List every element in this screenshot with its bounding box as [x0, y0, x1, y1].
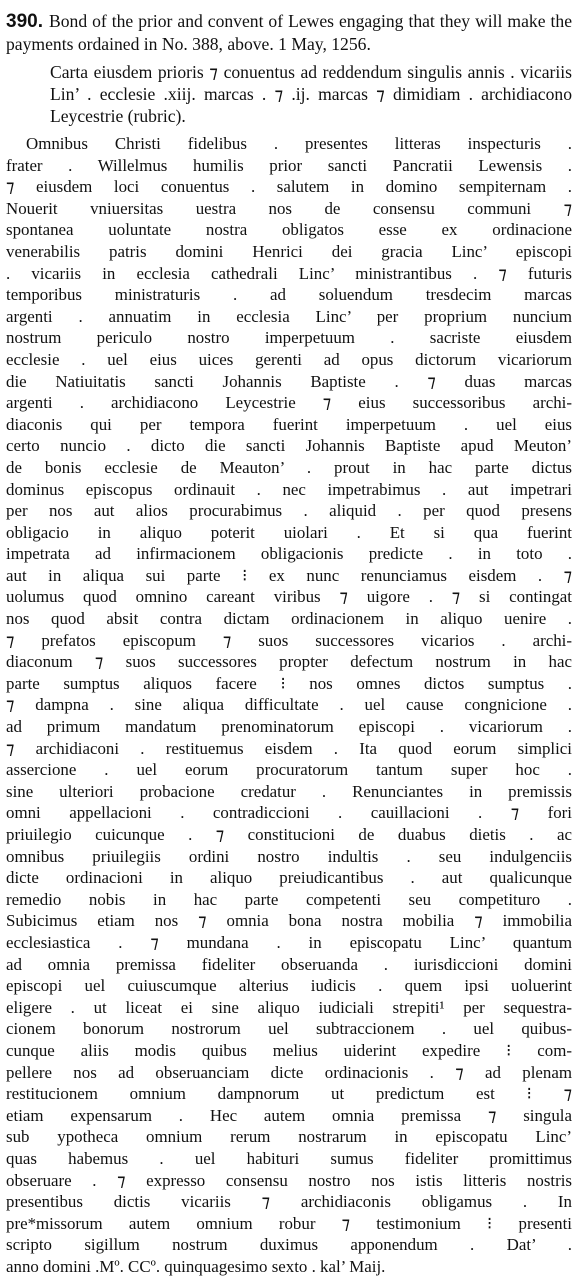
charter-line: die Natiuitatis sancti Johannis Baptiste . ⁊ duas marcas — [6, 371, 572, 391]
charter-line: dominus episcopus ordinauit . nec impetrabimus . aut impetrari — [6, 479, 572, 499]
charter-line: aut in aliqua sui parte ⁝ ex nunc renunciamus eisdem . ⁊ — [6, 565, 572, 585]
charter-line: . vicariis in ecclesia cathedrali Linc’ ministrantibus . ⁊ futuris — [6, 263, 572, 283]
charter-line: assercione . uel eorum procuratorum tantum super hoc . — [6, 760, 572, 780]
entry-heading — [6, 10, 572, 55]
charter-line: Subicimus etiam nos ⁊ omnia bona nostra mobilia ⁊ immobilia — [6, 911, 572, 931]
charter-line: diaconum ⁊ suos successores propter defectum nostrum in hac — [6, 652, 572, 672]
charter-line: episcopi uel cuiuscumque alterius iudicis . quem ipsi uoluerint — [6, 976, 572, 996]
charter-line: cunque aliis modis quibus melius uiderint expedire ⁝ com- — [6, 1040, 572, 1060]
charter-line: venerabilis patris domini Henrici dei gracia Linc’ episcopi — [6, 241, 572, 261]
charter-line: restitucionem omnium dampnorum ut predictum est ⁝ ⁊ — [6, 1084, 572, 1104]
charter-rubric: Carta eiusdem prioris ⁊ conuentus ad reddendum singulis annis . vicariis Lin’ . ecclesie .xiij. marcas . ⁊ .ij. marcas ⁊ dimidiam . archidiacono Leycestrie (rubric). — [50, 62, 572, 126]
charter-line: dicte ordinacioni in aliquo preiudicantibus . aut qualicunque — [6, 868, 572, 888]
charter-line: spontanea uoluntate nostra obligatos esse ex ordinacione — [6, 220, 572, 240]
charter-line: eligere . ut liceat ei sine aliquo iudiciali strepiti¹ per sequestra- — [6, 997, 572, 1017]
charter-line: Nouerit vniuersitas uestra nos de consensu communi ⁊ — [6, 198, 572, 218]
charter-line: pre*missorum autem omnium robur ⁊ testimonium ⁝ presenti — [6, 1213, 572, 1233]
charter-line: ad omnia premissa fideliter obseruanda . iurisdiccioni domini — [6, 954, 572, 974]
charter-line: uolumus quod omnino careant viribus ⁊ uigore . ⁊ si contingat — [6, 587, 572, 607]
charter-line: obligacio in aliquo poterit uiolari . Et si qua fuerint — [6, 522, 572, 542]
charter-line: omnibus priuilegiis ordini nostro indultis . seu indulgenciis — [6, 846, 572, 866]
entry-number: 390. — [6, 11, 43, 32]
charter-line: frater . Willelmus humilis prior sancti Pancratii Lewensis . — [6, 155, 572, 175]
charter-line: anno domini .Mº. CCº. quinquagesimo sexto . kal’ Maij. — [6, 1256, 386, 1276]
charter-line: omni appellacioni . contradiccioni . cauillacioni . ⁊ fori — [6, 803, 572, 823]
charter-line: presentibus dictis vicariis ⁊ archidiaconis obligamus . In — [6, 1192, 572, 1212]
charter-line: obseruare . ⁊ expresso consensu nostro nos istis litteris nostris — [6, 1170, 572, 1190]
charter-line: nos quod absit contra dictam ordinacionem in aliquo uenire . — [6, 609, 572, 629]
charter-line: Omnibus Christi fidelibus . presentes litteras inspecturis . — [26, 134, 572, 153]
charter-line: ecclesie . uel eius uices gerenti ad opus dictorum vicariorum — [6, 349, 572, 369]
entry-title: Bond of the prior and convent of Lewes engaging that they will make the payments ordained in No. 388, above. 1 May, 1256. — [6, 11, 572, 54]
charter-line: certo nuncio . dicto die sancti Johannis Baptiste apud Meuton’ — [6, 436, 572, 456]
charter-line: sine ulteriori probacione credatur . Renunciantes in premissis — [6, 781, 572, 801]
charter-line: ⁊ archidiaconi . restituemus eisdem . Ita quod eorum simplici — [6, 738, 572, 758]
charter-line: argenti . archidiacono Leycestrie ⁊ eius successoribus archi- — [6, 393, 572, 413]
charter-line: ⁊ eiusdem loci conuentus . salutem in domino sempiternam . — [6, 177, 572, 197]
charter-line: ⁊ prefatos episcopum ⁊ suos successores vicarios . archi- — [6, 630, 572, 650]
charter-line: cionem bonorum nostrorum uel subtraccionem . uel quibus- — [6, 1019, 572, 1039]
charter-line: quas habemus . uel habituri sumus fideliter promittimus — [6, 1148, 572, 1168]
charter-line: etiam expensarum . Hec autem omnia premissa ⁊ singula — [6, 1105, 572, 1125]
charter-line: remedio nobis in hac parte competenti seu competituro . — [6, 889, 572, 909]
charter-line: ⁊ dampna . sine aliqua difficultate . uel cause congnicione . — [6, 695, 572, 715]
charter-line: priuilegio cuicunque . ⁊ constitucioni de duabus dietis . ac — [6, 825, 572, 844]
charter-line: scripto sigillum nostrum duximus apponendum . Dat’ . — [6, 1235, 572, 1255]
charter-line: pellere nos ad obseruanciam dicte ordinacionis . ⁊ ad plenam — [6, 1062, 572, 1082]
charter-line: impetrata ad infirmacionem obligacionis predicte . in toto . — [6, 544, 572, 564]
charter-line: nostrum periculo nostro imperpetuum . sacriste eiusdem — [6, 328, 572, 348]
charter-line: per nos aut alios procurabimus . aliquid . per quod presens — [6, 501, 572, 521]
charter-text — [6, 133, 572, 1277]
charter-line: ad primum mandatum prenominatorum episcopi . vicariorum . — [6, 717, 572, 737]
charter-line: temporibus ministraturis . ad soluendum tresdecim marcas — [6, 285, 572, 305]
charter-line: parte sumptus aliquos facere ⁝ nos omnes dictos sumptus . — [6, 673, 572, 693]
charter-line: argenti . annuatim in ecclesia Linc’ per proprium nuncium — [6, 306, 572, 326]
charter-line: diaconis qui per tempora fuerint imperpetuum . uel eius — [6, 414, 572, 434]
charter-line: sub ypotheca omnium rerum nostrarum in episcopatu Linc’ — [6, 1127, 572, 1147]
charter-line: de bonis ecclesie de Meauton’ . prout in hac parte dictus — [6, 457, 572, 477]
charter-line: ecclesiastica . ⁊ mundana . in episcopatu Linc’ quantum — [6, 932, 572, 952]
